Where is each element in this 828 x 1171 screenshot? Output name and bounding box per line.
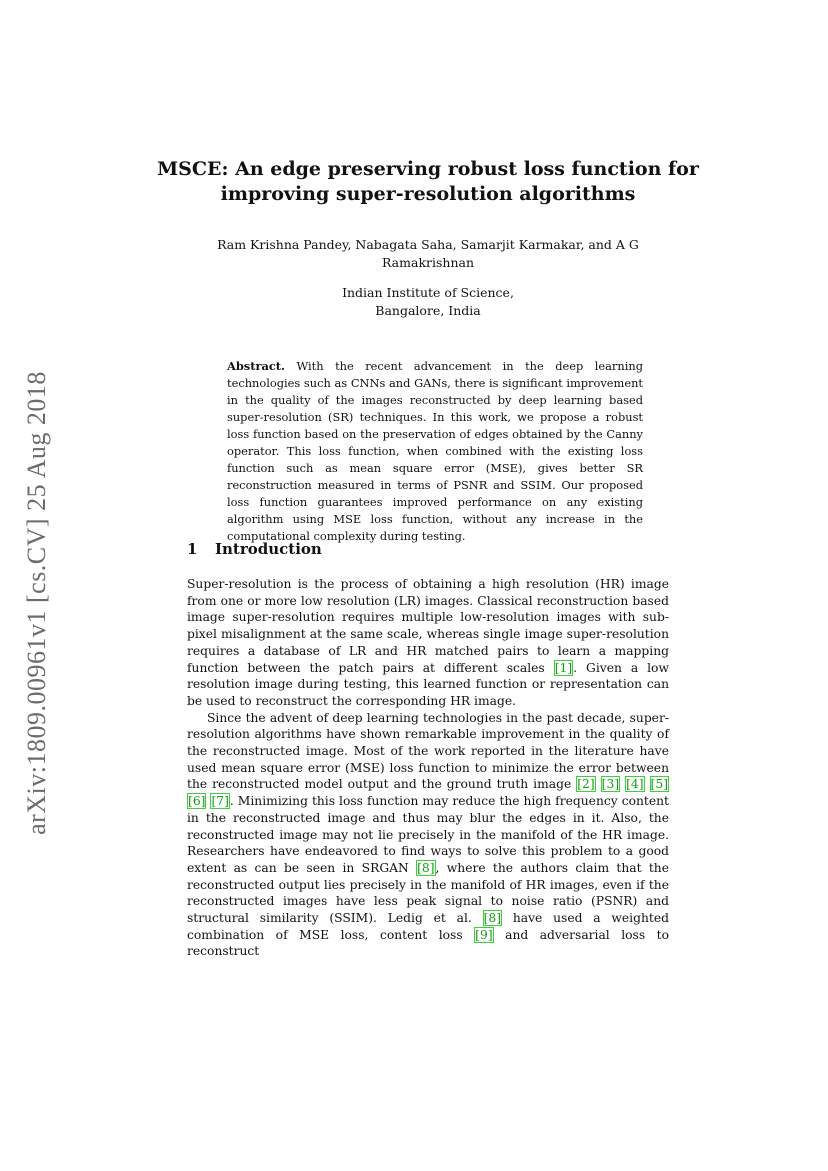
arxiv-identifier-text: arXiv:1809.00961v1 [cs.CV] 25 Aug 2018 (22, 371, 52, 835)
paragraph-2 (187, 710, 669, 961)
paragraph-1 (187, 576, 669, 710)
citation-link[interactable]: [ 7 ] (210, 793, 229, 809)
citation-link[interactable]: [ 6 ] (187, 793, 206, 809)
citation-link[interactable]: [ 8 ] (416, 860, 435, 876)
section-heading-introduction (187, 540, 322, 558)
text-run: . Given a low resolution image during testing, this learned function or representation can be used to reconstruct the corresponding HR image. (187, 660, 669, 708)
affiliation (250, 284, 606, 320)
citation-link[interactable]: [ 2 ] (576, 776, 595, 792)
text-run: and adversarial loss to reconstruct (187, 927, 670, 959)
citation-link[interactable]: [ 3 ] (601, 776, 620, 792)
section-title: Introduction (215, 540, 322, 558)
arxiv-identifier-stamp (12, 358, 62, 848)
abstract-label: Abstract. (227, 359, 286, 373)
abstract (227, 358, 643, 545)
text-run: . Minimizing this loss function may reduce the high frequency content in the reconstructed image and thus may blur the edges in it. Also, the reconstructed image may not lie precisely in the manifold of the HR image. Researchers have endeavored to find ways to solve this problem to a good extent as can be seen in SRGAN (187, 794, 669, 875)
citation-link[interactable]: [ 9 ] (474, 927, 493, 943)
affiliation-institute: Indian Institute of Science, (342, 285, 514, 300)
affiliation-location: Bangalore, India (375, 303, 481, 318)
citation-link[interactable]: [ 4 ] (625, 776, 644, 792)
citation-link[interactable]: [ 1 ] (554, 660, 573, 676)
citation-link[interactable]: [ 5 ] (650, 776, 669, 792)
section-number: 1 (187, 540, 198, 558)
text-run: have used a weighted combination of MSE loss, content loss (187, 911, 669, 942)
author-list: Ram Krishna Pandey, Nabagata Saha, Samarjit Karmakar, and A G Ramakrishnan (217, 237, 639, 270)
paper-title: MSCE: An edge preserving robust loss function for improving super-resolution algorithms (157, 158, 699, 205)
abstract-body: With the recent advancement in the deep learning technologies such as CNNs and GANs, there is significant improvement in the quality of the images reconstructed by deep learning based super-resolution (SR) techniques. In this work, we propose a robust loss function based on the preservation of edges obtained by the Canny operator. This loss function, when combined with the existing loss function such as mean square error (MSE), gives better SR reconstruction measured in terms of PSNR and SSIM. Our proposed loss function guarantees improved performance on any existing algorithm using MSE loss function, without any increase in the computational complexity during testing. (227, 359, 643, 543)
text-run: Super-resolution is the process of obtaining a high resolution (HR) image from one or more low resolution (LR) images. Classical reconstruction based image super-resolution requires multiple low-resolution images with sub-pixel misalignment at the same scale, whereas single image super-resolution requires a database of LR and HR matched pairs to learn a mapping function between the patch pairs at different scales (187, 577, 669, 675)
citation-link[interactable]: [ 8 ] (483, 910, 502, 926)
text-run: Since the advent of deep learning technologies in the past decade, super-resolution algorithms have shown remarkable improvement in the quality of the reconstructed image. Most of the work reported in the literature have used mean square error (MSE) loss function to minimize the error between the reconstructed model output and the ground truth image (187, 710, 669, 792)
introduction-body (187, 576, 669, 960)
text-run: , where the authors claim that the reconstructed output lies precisely in the manifold of HR images, even if the reconstructed images have less peak signal to noise ratio (PSNR) and structural similarity (SSIM). Ledig et al. (187, 860, 669, 926)
